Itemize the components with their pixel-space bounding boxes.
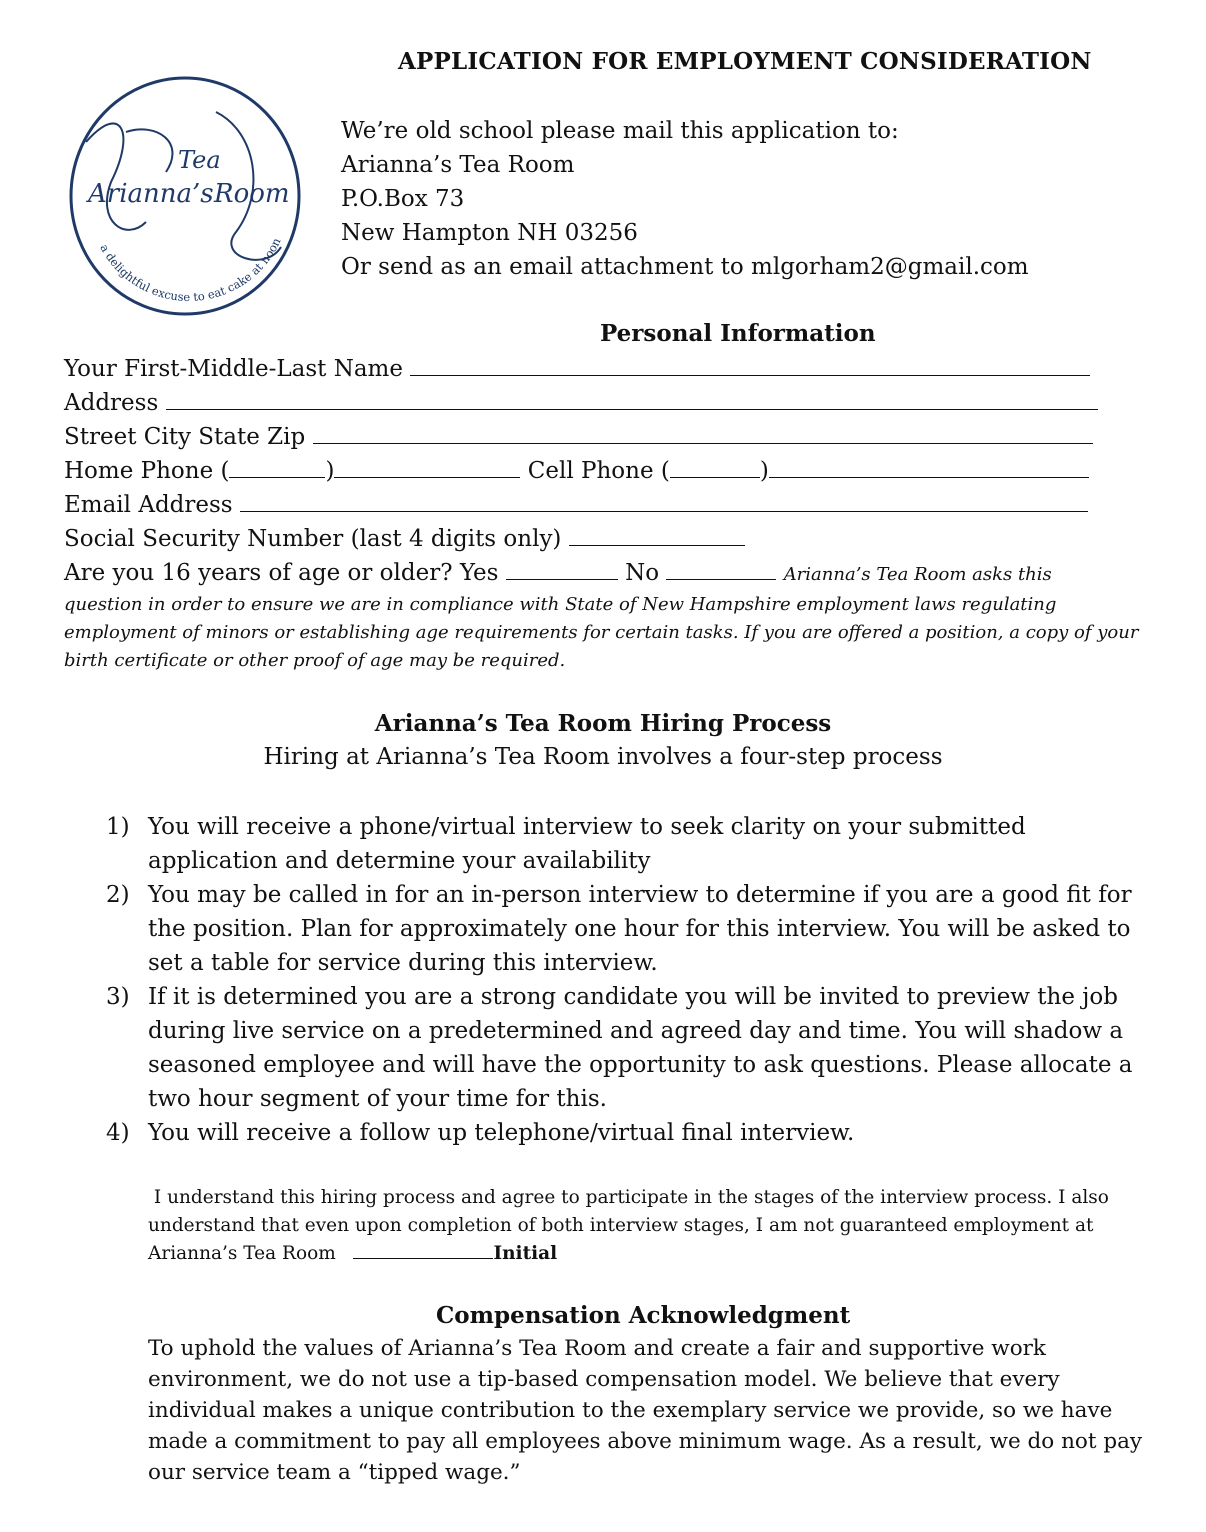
step-number: 2) xyxy=(106,882,130,908)
address-row xyxy=(64,387,1098,416)
cell-phone-number-field[interactable] xyxy=(769,455,1089,478)
initial-label: Initial xyxy=(493,1243,558,1264)
hiring-step xyxy=(106,1116,1146,1150)
home-phone-area-code-field[interactable] xyxy=(229,455,325,478)
email-label: Email Address xyxy=(64,492,233,518)
address-field[interactable] xyxy=(166,387,1098,410)
email-row xyxy=(64,489,1088,518)
age-yes-field[interactable] xyxy=(506,557,618,580)
home-phone-number-field[interactable] xyxy=(334,455,520,478)
hiring-step xyxy=(106,980,1146,1116)
logo-name-right: Room xyxy=(214,179,290,209)
phone-row xyxy=(64,455,1089,484)
personal-heading: Personal Information xyxy=(600,320,876,347)
mailing-line-2: Arianna’s Tea Room xyxy=(341,152,575,178)
hiring-heading: Arianna’s Tea Room Hiring Process xyxy=(374,710,832,737)
step-number: 4) xyxy=(106,1120,130,1146)
age-no-field[interactable] xyxy=(666,557,776,580)
hiring-steps-list xyxy=(106,810,1146,1150)
cell-phone-area-code-field[interactable] xyxy=(670,455,760,478)
email-field[interactable] xyxy=(240,489,1088,512)
hiring-acknowledgment xyxy=(148,1184,1138,1268)
hiring-step xyxy=(106,878,1146,980)
cell-phone-paren: ) xyxy=(759,458,769,484)
step-text: You may be called in for an in-person interview to determine if you are a good fit for the position. Plan for approximately one hour for this interview. You will be asked to set a table for service during this interview. xyxy=(148,882,1132,976)
mailing-line-4: New Hampton NH 03256 xyxy=(341,220,638,246)
compensation-heading: Compensation Acknowledgment xyxy=(436,1302,851,1329)
acknowledgment-text: I understand this hiring process and agree to participate in the stages of the interview process. I also understand that even upon completion of both interview stages, I am not guaranteed employment at Arianna’s Tea Room xyxy=(148,1187,1109,1264)
name-row xyxy=(64,353,1090,382)
street-row xyxy=(64,421,1093,450)
ssn-row xyxy=(64,523,745,552)
ssn-label: Social Security Number (last 4 digits only) xyxy=(64,526,562,552)
address-label: Address xyxy=(64,390,159,416)
home-phone-paren: ) xyxy=(325,458,335,484)
ssn-field[interactable] xyxy=(569,523,745,546)
name-label: Your First-Middle-Last Name xyxy=(64,356,403,382)
age-row xyxy=(64,557,1052,586)
step-text: You will receive a phone/virtual interview to seek clarity on your submitted application and determine your availability xyxy=(148,814,1026,874)
age-question: Are you 16 years of age or older? Yes xyxy=(64,560,499,586)
hiring-step xyxy=(106,810,1146,878)
logo-top-word: Tea xyxy=(178,146,221,174)
hiring-subheading: Hiring at Arianna’s Tea Room involves a four-step process xyxy=(263,744,943,770)
cell-phone-label: Cell Phone ( xyxy=(527,458,670,484)
age-note-start: Arianna’s Tea Room asks this xyxy=(783,564,1052,585)
logo-name-left: Arianna’s xyxy=(88,179,214,209)
compensation-body: To uphold the values of Arianna’s Tea Room and create a fair and supportive work environment, we do not use a tip-based compensation model. We believe that every individual makes a unique contribution to the exemplary service we provide, so we have made a commitment to pay all employees above minimum wage. As a result, we do not pay our service team a “tipped wage.” xyxy=(148,1336,1143,1485)
age-note: question in order to ensure we are in compliance with State of New Hampshire employment laws regulating employment of minors or establishing age requirements for certain tasks. If you are offered a position, a copy of your birth certificate or other proof of age may be required. xyxy=(64,594,1139,671)
street-label: Street City State Zip xyxy=(64,424,306,450)
step-text: You will receive a follow up telephone/virtual final interview. xyxy=(148,1120,855,1146)
step-number: 1) xyxy=(106,814,130,840)
street-city-state-zip-field[interactable] xyxy=(313,421,1093,444)
mailing-line-3: P.O.Box 73 xyxy=(341,186,465,212)
step-text: If it is determined you are a strong candidate you will be invited to preview the job during live service on a predetermined and agreed day and time. You will shadow a seasoned employee and will have the opportunity to ask questions. Please allocate a two hour segment of your time for this. xyxy=(148,984,1133,1112)
logo-tagline: a delightful excuse to eat cake at noon xyxy=(97,235,284,305)
mailing-line-1: We’re old school please mail this application to: xyxy=(341,118,899,144)
svg-text:a delightful excuse to eat cak xyxy=(97,235,283,304)
tea-room-logo xyxy=(66,72,304,320)
step-number: 3) xyxy=(106,984,130,1010)
page-title: APPLICATION FOR EMPLOYMENT CONSIDERATION xyxy=(398,48,1092,75)
mailing-email-line: Or send as an email attachment to mlgorham2@gmail.com xyxy=(341,254,1029,280)
home-phone-label: Home Phone ( xyxy=(64,458,230,484)
age-no-label: No xyxy=(625,560,660,586)
name-field[interactable] xyxy=(410,353,1090,376)
initial-field[interactable] xyxy=(353,1240,493,1259)
